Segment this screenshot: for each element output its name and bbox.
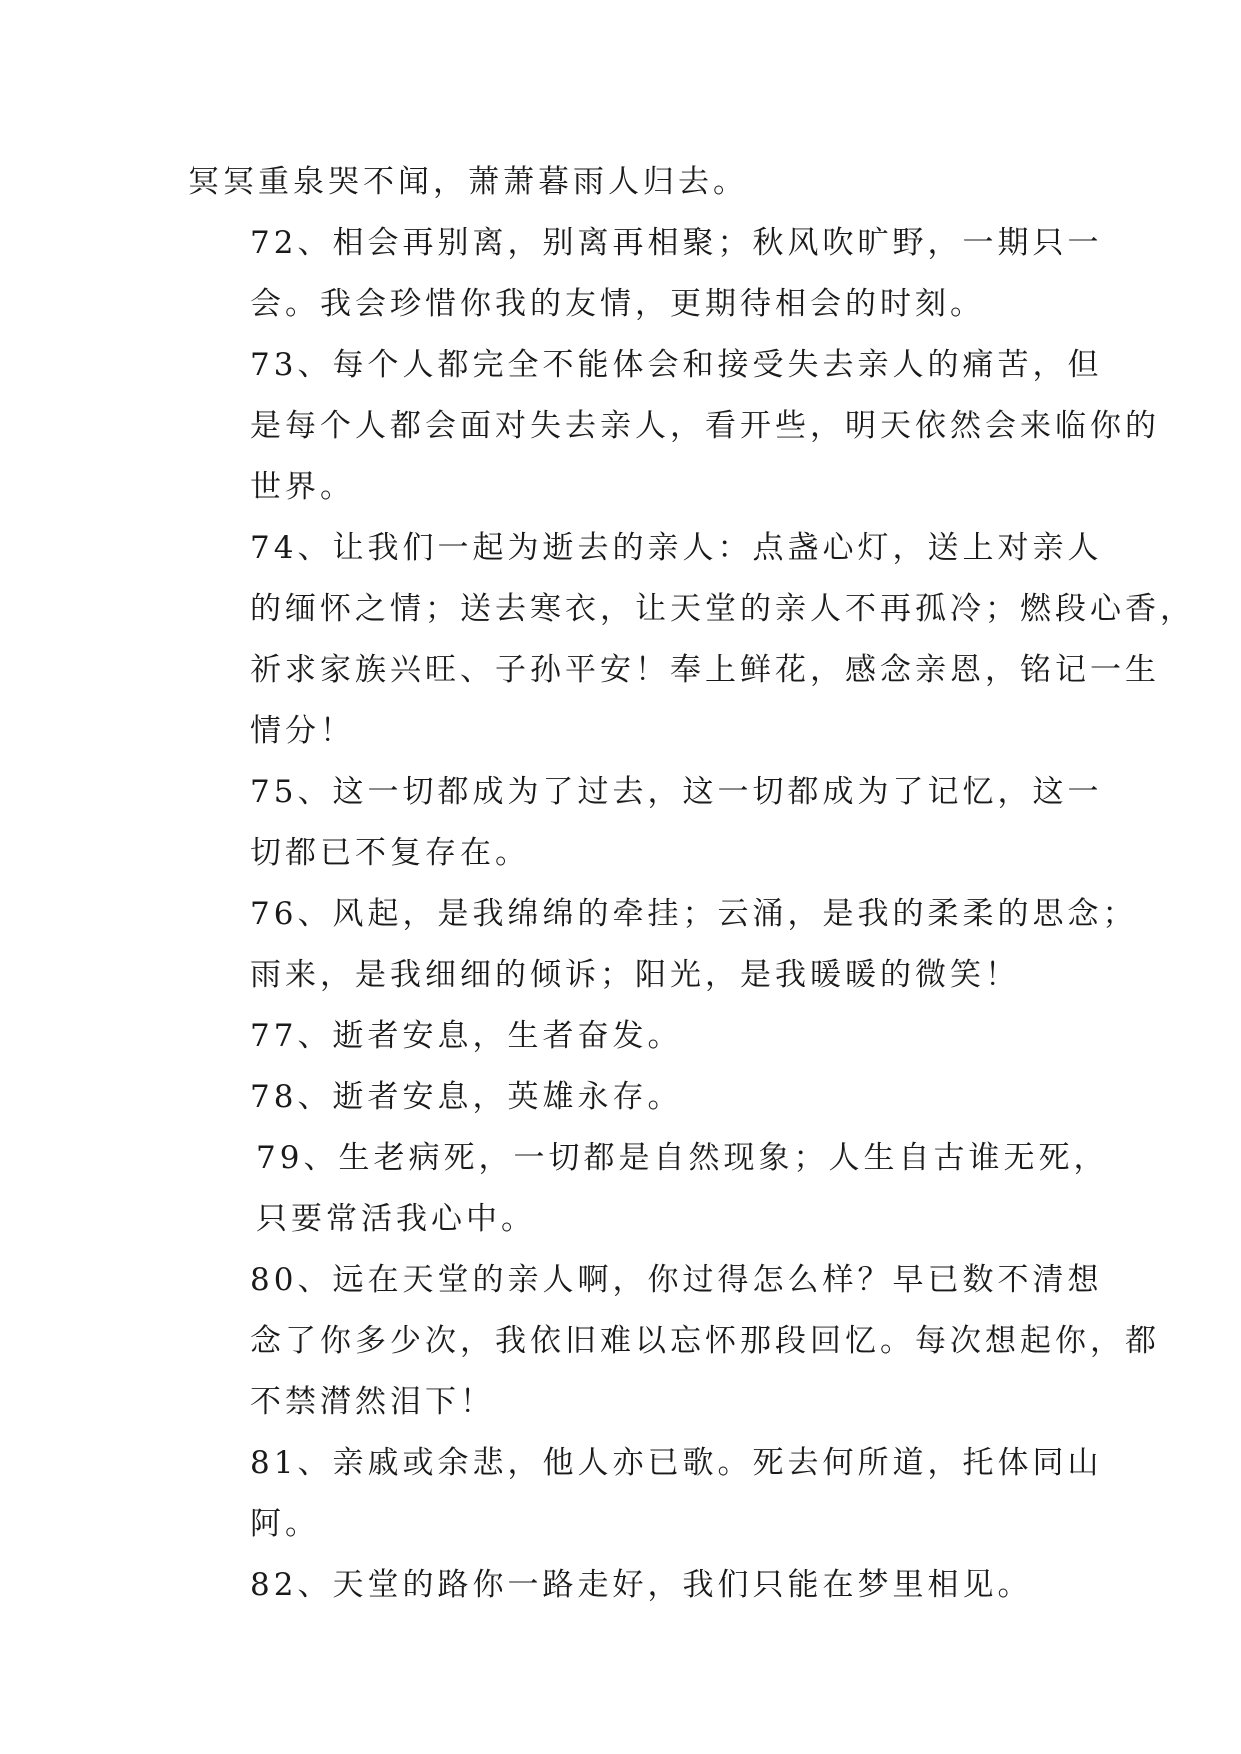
text-line: 73、每个人都完全不能体会和接受失去亲人的痛苦，但: [250, 347, 1103, 383]
text-line: 是每个人都会面对失去亲人，看开些，明天依然会来临你的: [250, 408, 1160, 444]
document-body: [188, 152, 1195, 1616]
text-line: 80、远在天堂的亲人啊，你过得怎么样？早已数不清想: [250, 1262, 1103, 1298]
text-line: 78、逝者安息，英雄永存。: [250, 1079, 683, 1115]
text-line: 82、天堂的路你一路走好，我们只能在梦里相见。: [250, 1567, 1033, 1603]
text-line: 祈求家族兴旺、子孙平安！奉上鲜花，感念亲恩，铭记一生: [250, 652, 1160, 688]
text-line: 72、相会再别离，别离再相聚；秋风吹旷野，一期只一: [250, 225, 1103, 261]
paragraph-79: [188, 1128, 1109, 1250]
paragraph-76: [188, 884, 1138, 1006]
paragraph-77: [188, 1006, 1056, 1067]
text-line: 冥冥重泉哭不闻，萧萧暮雨人归去。: [188, 164, 748, 200]
paragraph-72: [188, 213, 1103, 335]
paragraph-81: [188, 1433, 1103, 1555]
paragraph-78: [188, 1067, 1056, 1128]
text-line: 77、逝者安息，生者奋发。: [250, 1018, 683, 1054]
paragraph-74: [188, 518, 1195, 762]
text-line: 阿。: [250, 1506, 320, 1542]
paragraph-75: [188, 762, 1103, 884]
paragraph-73: [188, 335, 1160, 518]
text-line: 切都已不复存在。: [250, 835, 530, 871]
paragraph-82: [188, 1555, 1056, 1616]
text-line: 81、亲戚或余悲，他人亦已歌。死去何所道，托体同山: [250, 1445, 1103, 1481]
text-line: 79、生老病死，一切都是自然现象；人生自古谁无死，: [256, 1140, 1109, 1176]
text-line: 只要常活我心中。: [256, 1201, 536, 1237]
text-line: 不禁潸然泪下！: [250, 1384, 495, 1420]
text-line: 75、这一切都成为了过去，这一切都成为了记忆，这一: [250, 774, 1103, 810]
text-line: 的缅怀之情；送去寒衣，让天堂的亲人不再孤冷；燃段心香，: [250, 591, 1195, 627]
paragraph-71-ending: [188, 152, 1056, 213]
text-line: 雨来，是我细细的倾诉；阳光，是我暖暖的微笑！: [250, 957, 1020, 993]
paragraph-80: [188, 1250, 1160, 1433]
text-line: 会。我会珍惜你我的友情，更期待相会的时刻。: [250, 286, 985, 322]
text-line: 74、让我们一起为逝去的亲人：点盏心灯，送上对亲人: [250, 530, 1103, 566]
text-line: 情分！: [250, 713, 355, 749]
text-line: 世界。: [250, 469, 355, 505]
text-line: 76、风起，是我绵绵的牵挂；云涌，是我的柔柔的思念；: [250, 896, 1138, 932]
text-line: 念了你多少次，我依旧难以忘怀那段回忆。每次想起你，都: [250, 1323, 1160, 1359]
